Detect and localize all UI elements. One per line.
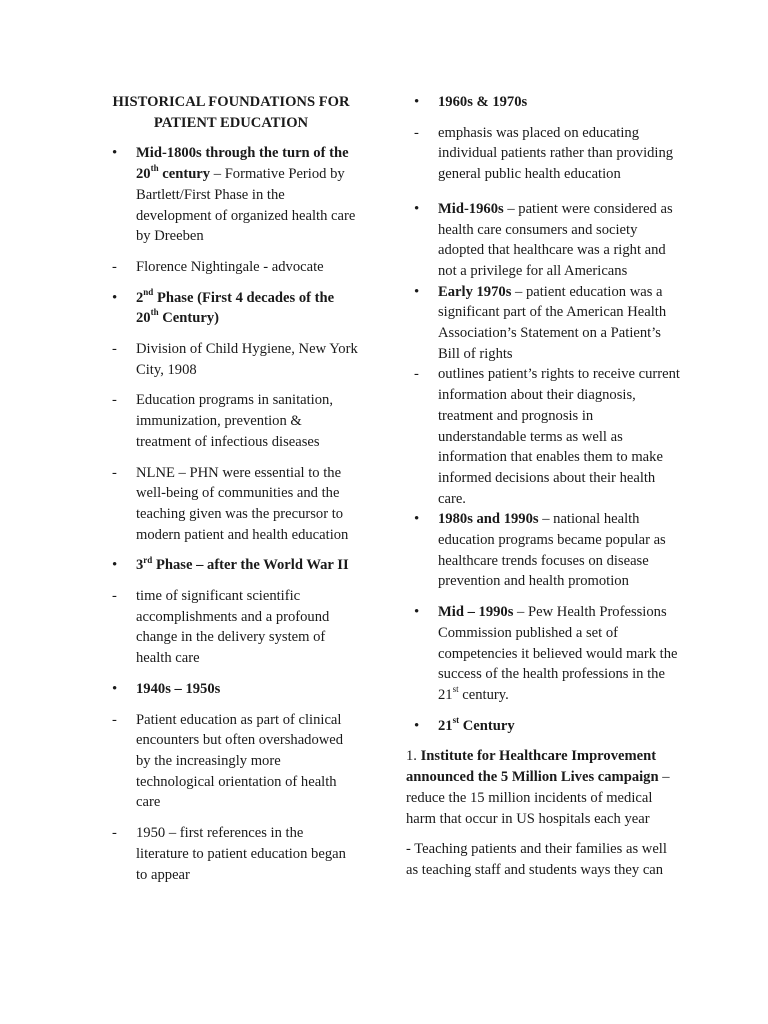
list-item: • 3rd Phase – after the World War II [104,555,358,576]
dash-marker: - [414,366,419,383]
numbered-paragraph: 1. Institute for Healthcare Improvement announced the 5 Million Lives campaign – reduce the 15 million incidents of medical harm that occur in US hospitals each year [406,748,670,827]
list-item: - emphasis was placed on educating individual patients rather than providing general public health education [414,124,674,183]
list-item: - Patient education as part of clinical encounters but often overshadowed by the increasingly more technological orientation of health care [112,711,344,811]
list-item: - time of significant scientific accomplishments and a profound change in the delivery system of health care [112,588,330,667]
bullet-marker: • [414,200,420,217]
dash-marker: - [112,825,117,842]
list-item: - 1950 – first references in the literature to patient education began to appear [112,825,346,883]
paragraph: - Teaching patients and their families as well as teaching staff and students ways they can [406,841,667,878]
list-item: • 1960s & 1970s [406,92,680,113]
list-item: - outlines patient’s rights to receive current information about their diagnosis, treatment and prognosis in understandable terms as well as information that enables them to make informed decisions about their health care. [414,366,680,507]
left-column [104,92,358,895]
bullet-marker: • [112,557,118,574]
dash-marker: - [112,464,117,481]
dash-marker: - [112,588,117,605]
list-item: • Mid-1960s – patient were considered as health care consumers and society adopted that healthcare was a right and not a privilege for all Americans [414,200,673,279]
dash-marker: - [112,341,117,358]
list-item: • Mid – 1990s – Pew Health Professions Commission published a set of competencies it believed would mark the success of the health professions in the 21st century. [414,604,678,703]
list-item: - Florence Nightingale - advocate [104,257,358,278]
list-item: • 1940s – 1950s [104,679,358,700]
bullet-marker: • [414,94,420,110]
dash-marker: - [414,124,419,141]
list-item: • 21st Century [406,716,680,737]
bullet-marker: • [112,680,118,697]
bullet-marker: • [414,511,420,528]
bullet-marker: • [414,604,420,621]
dash-marker: - [112,711,117,728]
list-item: • Early 1970s – patient education was a significant part of the American Health Association’s Statement on a Patient’s Bill of rights [414,283,667,362]
right-column [406,92,680,891]
bullet-marker: • [112,145,118,162]
list-item: • 1980s and 1990s – national health education programs became popular as healthcare trends focuses on disease prevention and health promotion [414,511,666,590]
list-item: - Education programs in sanitation, immunization, prevention & treatment of infectious diseases [112,392,333,450]
bullet-marker: • [414,283,420,300]
list-item: - Division of Child Hygiene, New York City, 1908 [112,341,358,378]
dash-marker: - [112,392,117,409]
document-title: HISTORICAL FOUNDATIONS FOR PATIENT EDUCATION [112,94,350,131]
dash-marker: - [112,258,117,275]
list-item: • Mid-1800s through the turn of the 20th century – Formative Period by Bartlett/First Phase in the development of organized health care by Dreeben [112,145,356,245]
list-item: • 2nd Phase (First 4 decades of the 20th Century) [112,286,335,327]
bullet-marker: • [414,717,420,734]
list-item: - NLNE – PHN were essential to the well-being of communities and the teaching given was the precursor to modern patient and health education [112,464,349,543]
bullet-marker: • [112,289,118,306]
